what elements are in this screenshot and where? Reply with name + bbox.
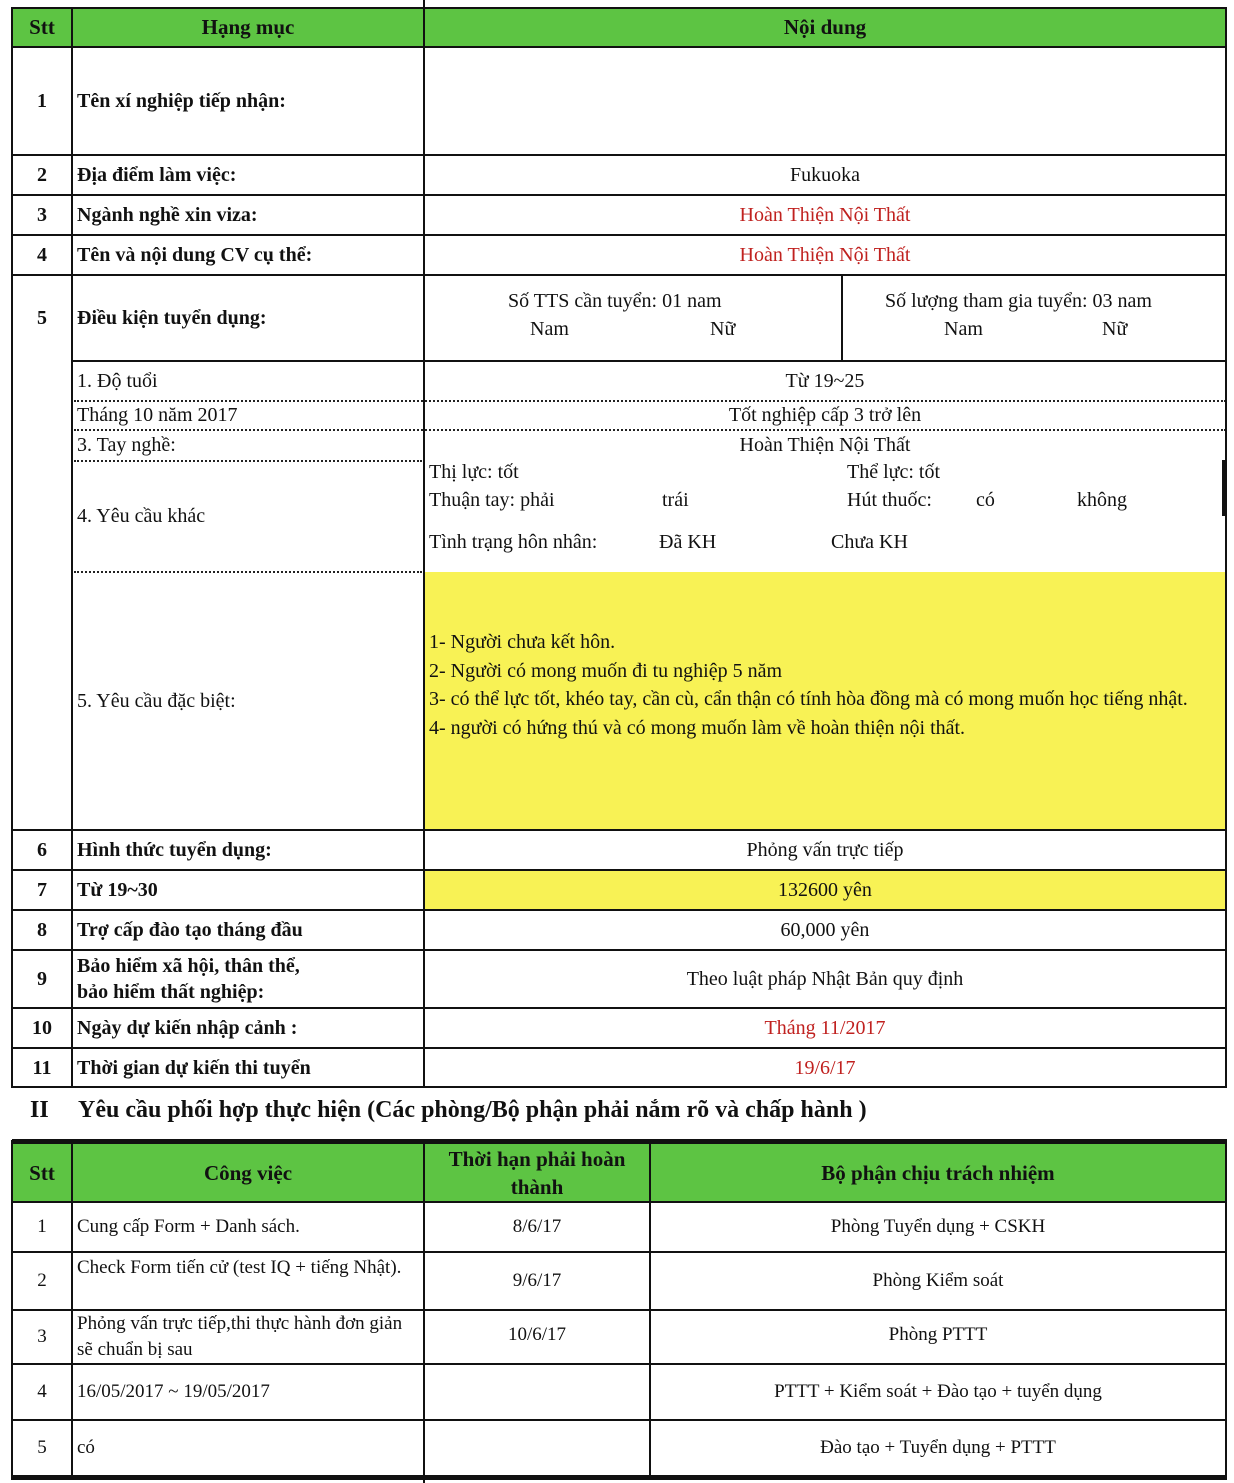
education-label: Tháng 10 năm 2017 (77, 404, 238, 426)
special-line-2: 2- Người có mong muốn đi tu nghiệp 5 năm (429, 659, 783, 682)
special-line-1: 1- Người chưa kết hôn. (429, 631, 616, 653)
education-value: Tốt nghiệp cấp 3 trở lên (728, 404, 922, 426)
row-9-stt: 9 (37, 967, 47, 990)
table2-row-3-task: Phỏng vấn trực tiếp,thi thực hành đơn giản sẽ chuẩn bị sau (77, 1313, 403, 1360)
table2-row-4-stt: 4 (37, 1381, 47, 1402)
row-8-value: 60,000 yên (780, 918, 870, 941)
row-10-value: Tháng 11/2017 (764, 1016, 886, 1039)
row-8-label: Trợ cấp đào tạo tháng đầu (77, 918, 303, 941)
skill-label: 3. Tay nghề: (77, 433, 176, 456)
table2-header-deadline: Thời hạn phải hoàn thành (448, 1147, 626, 1199)
marital-text: Tình trạng hôn nhân: (429, 531, 598, 553)
special-line-4: 4- người có hứng thú và có mong muốn làm về hoàn thiện nội thất. (429, 716, 966, 739)
age-label: 1. Độ tuổi (77, 369, 158, 392)
recruit-needed-nu: Nữ (710, 318, 736, 340)
row-10-stt: 10 (32, 1016, 52, 1039)
skill-value: Hoàn Thiện Nội Thất (739, 433, 911, 456)
row-1-stt: 1 (37, 89, 47, 112)
recruit-needed-line: Số TTS cần tuyển: 01 nam (508, 290, 722, 312)
row-7-label: Từ 19~30 (77, 878, 158, 901)
single-text: Chưa KH (831, 531, 908, 553)
recruit-join-nam: Nam (944, 318, 983, 340)
recruit-needed-nam: Nam (530, 318, 569, 340)
special-requirements-box (425, 572, 1226, 830)
table2-row-1-stt: 1 (37, 1216, 47, 1237)
smoke-no-text: không (1077, 489, 1127, 511)
hand-left-text: trái (662, 489, 689, 511)
row-1-label: Tên xí nghiệp tiếp nhận: (77, 89, 286, 112)
table2-row-2-deadline: 9/6/17 (512, 1270, 562, 1291)
header-content: Nội dung (783, 15, 867, 39)
row-5-label: Điều kiện tuyển dụng: (77, 306, 267, 329)
row-11-stt: 11 (32, 1056, 52, 1079)
row-9-label-line-1: Bảo hiểm xã hội, thân thể, (77, 955, 300, 977)
row-5-stt: 5 (37, 306, 47, 329)
special-requirements-label: 5. Yêu cầu đặc biệt: (77, 689, 236, 712)
smoke-text: Hút thuốc: (847, 489, 932, 511)
row-6-stt: 6 (37, 838, 47, 861)
row-9-label-line-2: bảo hiểm thất nghiệp: (77, 981, 265, 1003)
recruit-join-nu: Nữ (1102, 318, 1128, 340)
row-3-stt: 3 (37, 203, 47, 226)
row-4-stt: 4 (37, 243, 47, 266)
special-line-3: 3- có thể lực tốt, khéo tay, cần cù, cẩn thận có tính hòa đồng mà có mong muốn học tiếng nhật. (429, 688, 1188, 710)
table2-row-3-dept: Phòng PTTT (888, 1324, 988, 1345)
recruit-join-line: Số lượng tham gia tuyển: 03 nam (885, 290, 1152, 312)
table2-row-3-deadline: 10/6/17 (507, 1324, 567, 1345)
table2-row-5-stt: 5 (37, 1437, 47, 1458)
row-9-value: Theo luật pháp Nhật Bản quy định (686, 967, 964, 990)
header-stt: Stt (29, 15, 55, 39)
row-6-value: Phỏng vấn trực tiếp (746, 838, 904, 861)
smoke-yes-text: có (976, 489, 995, 511)
table2-row-1-dept: Phòng Tuyển dụng + CSKH (830, 1216, 1046, 1237)
row-10-label: Ngày dự kiến nhập cảnh : (77, 1016, 298, 1039)
row-4-label: Tên và nội dung CV cụ thể: (77, 243, 313, 266)
row-11-value: 19/6/17 (794, 1056, 856, 1079)
row-7-stt: 7 (37, 878, 47, 901)
table2-row-5-dept: Đào tạo + Tuyển dụng + PTTT (820, 1437, 1056, 1458)
table2-row-1-deadline: 8/6/17 (512, 1216, 562, 1237)
row-6-label: Hình thức tuyển dụng: (77, 838, 272, 861)
section-2-number: II (30, 1097, 49, 1123)
header-item: Hạng mục (201, 15, 295, 39)
table2-header-task: Công việc (203, 1160, 293, 1185)
table2-row-3-stt: 3 (37, 1326, 47, 1347)
vision-text: Thị lực: tốt (429, 461, 519, 483)
table2-row-2-dept: Phòng Kiểm soát (872, 1270, 1004, 1291)
table2-header-stt: Stt (29, 1160, 55, 1185)
table2-header-dept: Bộ phận chịu trách nhiệm (821, 1160, 1055, 1185)
hand-text: Thuận tay: phải (429, 489, 555, 511)
table2-row-2-stt: 2 (37, 1270, 47, 1291)
row-9-label (72, 950, 424, 1008)
married-text: Đã KH (659, 531, 717, 553)
table2-row-4-deadline (424, 1364, 650, 1420)
row-2-stt: 2 (37, 163, 47, 186)
row-7-value: 132600 yên (778, 878, 872, 901)
row-2-label: Địa điểm làm việc: (77, 163, 237, 186)
section-2-title: Yêu cầu phối hợp thực hiện (Các phòng/Bộ phận phải nắm rõ và chấp hành ) (78, 1097, 867, 1123)
row-3-label: Ngành nghề xin viza: (77, 203, 258, 226)
other-requirements-label: 4. Yêu cầu khác (77, 504, 206, 527)
row-2-value: Fukuoka (790, 163, 860, 186)
age-value: Từ 19~25 (785, 369, 865, 392)
row-3-value: Hoàn Thiện Nội Thất (739, 203, 911, 226)
table2-row-1-task: Cung cấp Form + Danh sách. (77, 1216, 300, 1237)
row-1-value[interactable] (424, 47, 1226, 155)
table2-row-2-task: Check Form tiến cử (test IQ + tiếng Nhật). (77, 1257, 402, 1278)
row-4-value: Hoàn Thiện Nội Thất (739, 243, 911, 266)
table2-row-4-task: 16/05/2017 ~ 19/05/2017 (77, 1381, 270, 1402)
table2-row-5-deadline (424, 1420, 650, 1476)
table2-row-5-task: có (77, 1437, 95, 1458)
row-8-stt: 8 (37, 918, 47, 941)
fitness-text: Thể lực: tốt (847, 461, 941, 483)
row-11-label: Thời gian dự kiến thi tuyển (77, 1056, 311, 1079)
table2-row-4-dept: PTTT + Kiểm soát + Đào tạo + tuyển dụng (774, 1381, 1102, 1402)
